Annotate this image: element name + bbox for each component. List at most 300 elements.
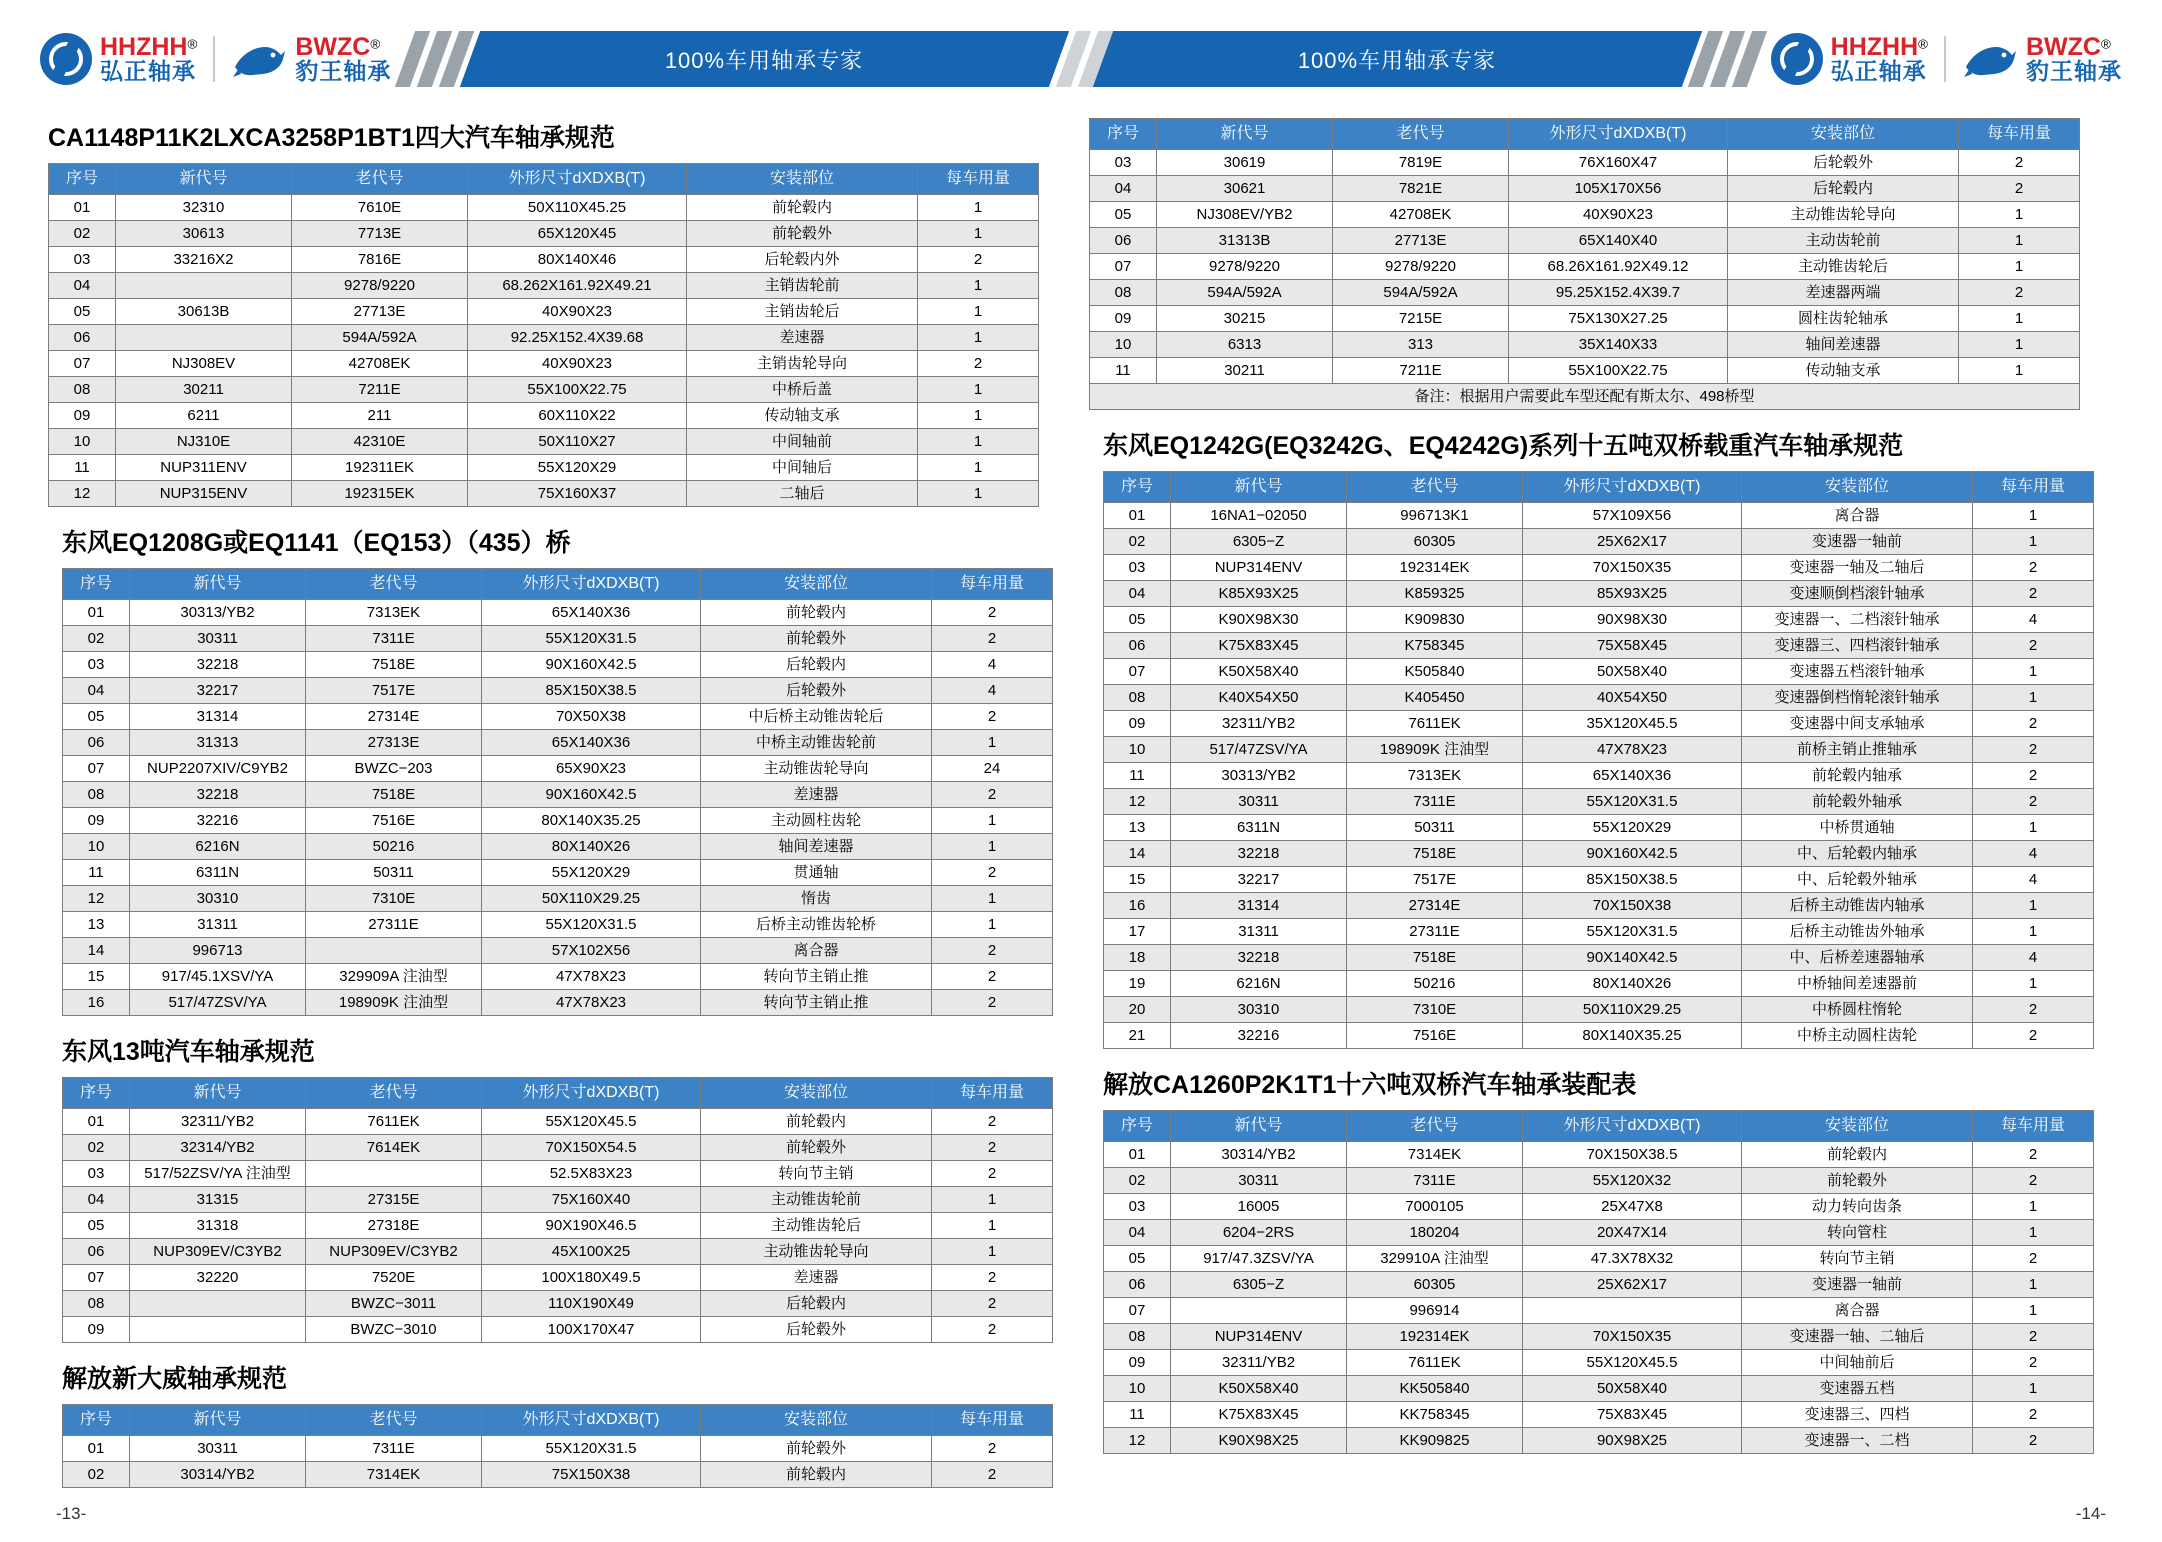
table-cell: 中、后轮毂外轴承 [1742, 867, 1973, 893]
table-cell: 惰齿 [701, 886, 932, 912]
table-cell: 4 [932, 678, 1053, 704]
table-cell: 1 [918, 481, 1039, 507]
table-cell: 20 [1104, 997, 1171, 1023]
table-cell: 996914 [1347, 1298, 1523, 1324]
table-row [49, 351, 1039, 377]
table-cell: 55X120X29 [1523, 815, 1742, 841]
table-cell: 9278/9220 [1333, 254, 1509, 280]
column-header: 外形尺寸dXDXB(T) [1509, 119, 1728, 150]
table-row [1104, 1272, 2094, 1298]
table-cell: 09 [1104, 1350, 1171, 1376]
table-wrapper [1089, 118, 2074, 410]
table-cell: 2 [932, 1265, 1053, 1291]
table-row [1090, 176, 2080, 202]
table-cell: K909830 [1347, 607, 1523, 633]
table-cell: 动力转向齿条 [1742, 1194, 1973, 1220]
table-cell: 1 [932, 886, 1053, 912]
table-cell: 32218 [1171, 841, 1347, 867]
table-cell: 变速器三、四档滚针轴承 [1742, 633, 1973, 659]
table-cell: 后桥主动锥齿内轴承 [1742, 893, 1973, 919]
table-row [63, 652, 1053, 678]
table-cell: 中桥贯通轴 [1742, 815, 1973, 841]
column-header: 安装部位 [701, 1078, 932, 1109]
brand-bwzc-left [231, 32, 392, 85]
table-cell: 65X140X36 [1523, 763, 1742, 789]
table-cell: 1 [1959, 202, 2080, 228]
table-cell: 27314E [1347, 893, 1523, 919]
table-cell: 差速器两端 [1728, 280, 1959, 306]
table-row [49, 403, 1039, 429]
table-row [63, 1239, 1053, 1265]
table-cell: 27311E [1347, 919, 1523, 945]
table-cell: 47X78X23 [482, 990, 701, 1016]
column-header: 外形尺寸dXDXB(T) [482, 569, 701, 600]
table-cell: 1 [918, 403, 1039, 429]
table-cell: 517/47ZSV/YA [1171, 737, 1347, 763]
table-cell: 30314/YB2 [130, 1462, 306, 1488]
column-header: 外形尺寸dXDXB(T) [1523, 472, 1742, 503]
table-cell: 2 [1973, 1142, 2094, 1168]
table-row [63, 860, 1053, 886]
table-cell: 30310 [130, 886, 306, 912]
table-cell: 70X150X35 [1523, 1324, 1742, 1350]
column-header: 老代号 [306, 1078, 482, 1109]
table-row [1104, 529, 2094, 555]
table-cell: K859325 [1347, 581, 1523, 607]
table-cell: 2 [918, 351, 1039, 377]
table-cell: 6216N [1171, 971, 1347, 997]
table-cell: 05 [63, 1213, 130, 1239]
table-cell: 1 [1973, 893, 2094, 919]
table-row [1104, 1194, 2094, 1220]
page-columns [0, 118, 2162, 1504]
table-cell: 7000105 [1347, 1194, 1523, 1220]
table-cell: 100X180X49.5 [482, 1265, 701, 1291]
table-cell: 04 [63, 1187, 130, 1213]
table-cell: 75X160X40 [482, 1187, 701, 1213]
table-cell: 中、后轮毂内轴承 [1742, 841, 1973, 867]
table-cell: BWZC−3011 [306, 1291, 482, 1317]
table-cell: 32216 [1171, 1023, 1347, 1049]
section-title: 东风13吨汽车轴承规范 [62, 1038, 315, 1066]
logo-block-left [40, 33, 391, 85]
table-cell: 08 [1104, 685, 1171, 711]
table-cell: 18 [1104, 945, 1171, 971]
table-cell: 16NA1−02050 [1171, 503, 1347, 529]
table-cell: NUP314ENV [1171, 555, 1347, 581]
table-cell: 14 [1104, 841, 1171, 867]
table-cell: 7610E [292, 195, 468, 221]
table-row [63, 704, 1053, 730]
table-cell: 329909A 注油型 [306, 964, 482, 990]
table-cell: 2 [932, 782, 1053, 808]
table-cell [130, 1317, 306, 1343]
table-cell: 7311E [1347, 789, 1523, 815]
table-cell: 55X100X22.75 [468, 377, 687, 403]
table-cell: 55X120X31.5 [482, 912, 701, 938]
table-cell: 中、后桥差速器轴承 [1742, 945, 1973, 971]
table-cell: 2 [1973, 1350, 2094, 1376]
table-cell: 65X90X23 [482, 756, 701, 782]
table-cell: 04 [1104, 581, 1171, 607]
table-cell: 35X140X33 [1509, 332, 1728, 358]
table-cell: 后桥主动锥齿轮桥 [701, 912, 932, 938]
table-cell: 10 [1090, 332, 1157, 358]
table-cell: 2 [1973, 633, 2094, 659]
table-row [63, 678, 1053, 704]
table-cell: 1 [918, 195, 1039, 221]
table-cell: 6305−Z [1171, 1272, 1347, 1298]
column-header: 每车用量 [932, 569, 1053, 600]
table-row [63, 600, 1053, 626]
table-cell: 圆柱齿轮轴承 [1728, 306, 1959, 332]
table-cell: 6311N [1171, 815, 1347, 841]
table-cell: 变速器倒档惰轮滚针轴承 [1742, 685, 1973, 711]
table-cell [306, 1161, 482, 1187]
bearing-spec-table [1089, 118, 2080, 410]
table-cell: 55X120X31.5 [482, 626, 701, 652]
table-wrapper [1089, 1110, 2074, 1454]
table-row [63, 834, 1053, 860]
spec-section [1089, 426, 2074, 1049]
table-cell: 7211E [292, 377, 468, 403]
table-cell: 1 [918, 299, 1039, 325]
column-header: 每车用量 [1973, 1111, 2094, 1142]
table-cell: 31314 [130, 704, 306, 730]
table-cell: 32311/YB2 [1171, 1350, 1347, 1376]
table-cell: 9278/9220 [292, 273, 468, 299]
table-cell: 32216 [130, 808, 306, 834]
table-cell: NUP315ENV [116, 481, 292, 507]
column-header: 新代号 [130, 1405, 306, 1436]
table-cell: 30211 [1157, 358, 1333, 384]
table-cell: 50311 [306, 860, 482, 886]
table-cell: 2 [1973, 997, 2094, 1023]
section-title: 东风EQ1208G或EQ1141（EQ153）（435）桥 [62, 529, 571, 557]
table-cell: 105X170X56 [1509, 176, 1728, 202]
table-row [49, 429, 1039, 455]
bearing-spec-table [1103, 1110, 2094, 1454]
table-row [63, 886, 1053, 912]
table-cell: 1 [932, 730, 1053, 756]
table-cell: 50216 [1347, 971, 1523, 997]
table-cell: 47X78X23 [482, 964, 701, 990]
table-cell: 2 [1973, 1246, 2094, 1272]
table-cell: 7311E [306, 1436, 482, 1462]
column-header: 老代号 [1347, 1111, 1523, 1142]
table-row [1104, 1023, 2094, 1049]
table-cell: 33216X2 [116, 247, 292, 273]
table-cell: 01 [49, 195, 116, 221]
table-cell: 31314 [1171, 893, 1347, 919]
table-cell: 30621 [1157, 176, 1333, 202]
table-cell: 7211E [1333, 358, 1509, 384]
table-cell: 09 [1090, 306, 1157, 332]
table-cell: 110X190X49 [482, 1291, 701, 1317]
table-cell: 1 [918, 273, 1039, 299]
table-cell: 180204 [1347, 1220, 1523, 1246]
table-cell: 7313EK [306, 600, 482, 626]
table-cell: 主销齿轮导向 [687, 351, 918, 377]
table-cell: 06 [49, 325, 116, 351]
table-row [49, 325, 1039, 351]
table-cell: 前轮毂外 [687, 221, 918, 247]
table-cell: 中桥轴间差速器前 [1742, 971, 1973, 997]
table-cell: 2 [1959, 280, 2080, 306]
column-header: 每车用量 [1973, 472, 2094, 503]
table-cell: 02 [63, 626, 130, 652]
banner-text-left [460, 31, 1070, 87]
table-cell: 前轮毂内 [701, 1109, 932, 1135]
table-row [1104, 971, 2094, 997]
table-cell: 中间轴前后 [1742, 1350, 1973, 1376]
bearing-spec-table [62, 568, 1053, 1016]
table-cell: 594A/592A [1333, 280, 1509, 306]
table-cell: 32311/YB2 [130, 1109, 306, 1135]
table-cell: 21 [1104, 1023, 1171, 1049]
table-cell: 30313/YB2 [130, 600, 306, 626]
table-cell: 变速器中间支承轴承 [1742, 711, 1973, 737]
table-cell: 09 [63, 808, 130, 834]
table-cell: 1 [932, 1187, 1053, 1213]
table-cell: 7713E [292, 221, 468, 247]
table-cell: 55X120X31.5 [1523, 789, 1742, 815]
table-cell: 差速器 [701, 782, 932, 808]
table-row [1104, 1168, 2094, 1194]
column-header: 老代号 [306, 1405, 482, 1436]
hhzhh-cn-name-right: 弘正轴承 [1830, 58, 1927, 85]
table-wrapper [48, 1077, 1033, 1343]
table-cell: 95.25X152.4X39.7 [1509, 280, 1728, 306]
table-cell: 30311 [130, 1436, 306, 1462]
table-cell: 06 [1104, 633, 1171, 659]
table-cell: 转向节主销 [1742, 1246, 1973, 1272]
table-cell: 31318 [130, 1213, 306, 1239]
table-cell [116, 325, 292, 351]
table-cell: K75X83X45 [1171, 633, 1347, 659]
table-cell: 27713E [292, 299, 468, 325]
table-cell: 1 [1973, 1220, 2094, 1246]
table-cell: 6313 [1157, 332, 1333, 358]
logo-divider [213, 36, 215, 82]
table-row [49, 299, 1039, 325]
table-row [1104, 555, 2094, 581]
table-cell: K75X83X45 [1171, 1402, 1347, 1428]
table-wrapper [1089, 471, 2074, 1049]
table-cell: 30310 [1171, 997, 1347, 1023]
table-row [63, 1462, 1053, 1488]
table-cell: 7517E [1347, 867, 1523, 893]
table-cell: 02 [49, 221, 116, 247]
table-cell: 100X170X47 [482, 1317, 701, 1343]
table-cell: 31313B [1157, 228, 1333, 254]
hhzhh-logo-text-right: HHZHH® 弘正轴承 [1830, 32, 1928, 85]
table-row [1090, 358, 2080, 384]
table-cell: 31311 [1171, 919, 1347, 945]
table-cell: 65X140X40 [1509, 228, 1728, 254]
table-cell: 2 [932, 1161, 1053, 1187]
table-cell: NJ310E [116, 429, 292, 455]
table-cell: 05 [1090, 202, 1157, 228]
table-cell: 35X120X45.5 [1523, 711, 1742, 737]
table-cell: NJ308EV [116, 351, 292, 377]
table-row [1104, 1246, 2094, 1272]
table-cell: 90X98X25 [1523, 1428, 1742, 1454]
table-row [63, 730, 1053, 756]
table-header-row [1104, 472, 2094, 503]
table-cell: 27311E [306, 912, 482, 938]
table-cell: 80X140X26 [482, 834, 701, 860]
table-cell: 05 [1104, 1246, 1171, 1272]
table-cell: K50X58X40 [1171, 1376, 1347, 1402]
table-cell: 主销齿轮后 [687, 299, 918, 325]
column-header: 新代号 [130, 569, 306, 600]
table-cell: 01 [63, 1436, 130, 1462]
table-cell: 40X90X23 [1509, 202, 1728, 228]
table-header-row [1104, 1111, 2094, 1142]
table-cell: 7819E [1333, 150, 1509, 176]
table-cell: 主动圆柱齿轮 [701, 808, 932, 834]
table-cell [116, 273, 292, 299]
table-cell: 12 [63, 886, 130, 912]
table-row [1104, 1350, 2094, 1376]
table-cell: 07 [63, 1265, 130, 1291]
table-cell: 1 [932, 808, 1053, 834]
table-cell: 7311E [306, 626, 482, 652]
table-row [1104, 815, 2094, 841]
table-cell: 08 [1104, 1324, 1171, 1350]
table-cell: 前轮毂内 [687, 195, 918, 221]
table-cell: 1 [1973, 919, 2094, 945]
table-cell: 05 [1104, 607, 1171, 633]
table-cell: 2 [1973, 1168, 2094, 1194]
table-cell: 1 [1973, 1272, 2094, 1298]
table-cell: 变速器五档滚针轴承 [1742, 659, 1973, 685]
table-cell: 传动轴支承 [1728, 358, 1959, 384]
table-cell: 10 [63, 834, 130, 860]
table-cell: 1 [932, 1213, 1053, 1239]
table-cell: 7311E [1347, 1168, 1523, 1194]
table-cell: 70X150X38.5 [1523, 1142, 1742, 1168]
table-cell: 09 [63, 1317, 130, 1343]
table-cell: 1 [932, 1239, 1053, 1265]
table-cell: 55X120X29 [468, 455, 687, 481]
column-header: 新代号 [1157, 119, 1333, 150]
table-cell: 4 [1973, 607, 2094, 633]
table-cell: 31315 [130, 1187, 306, 1213]
section-title: 解放新大威轴承规范 [62, 1365, 288, 1393]
table-cell: 55X100X22.75 [1509, 358, 1728, 384]
bwzc-en-name: BWZC [295, 32, 371, 61]
table-cell: 2 [932, 1436, 1053, 1462]
table-cell: 02 [1104, 529, 1171, 555]
table-cell: 50X58X40 [1523, 659, 1742, 685]
table-cell: 变速器五档 [1742, 1376, 1973, 1402]
table-cell: 1 [918, 429, 1039, 455]
table-cell: BWZC−203 [306, 756, 482, 782]
table-cell: 2 [1973, 1428, 2094, 1454]
table-cell: 08 [63, 1291, 130, 1317]
table-cell: 6211 [116, 403, 292, 429]
banner-stripes-left [405, 31, 470, 87]
table-cell: 差速器 [701, 1265, 932, 1291]
table-cell: 32218 [1171, 945, 1347, 971]
table-cell: 27313E [306, 730, 482, 756]
table-cell: 变速器一轴前 [1742, 529, 1973, 555]
column-header: 新代号 [116, 164, 292, 195]
table-cell: 60305 [1347, 1272, 1523, 1298]
table-cell: 转向管柱 [1742, 1220, 1973, 1246]
table-cell: 7313EK [1347, 763, 1523, 789]
table-cell: 68.26X161.92X49.12 [1509, 254, 1728, 280]
table-cell: 75X150X38 [482, 1462, 701, 1488]
table-cell: 后轮毂外 [701, 678, 932, 704]
right-column [1089, 118, 2074, 1504]
table-cell: 7520E [306, 1265, 482, 1291]
table-row [1104, 711, 2094, 737]
table-row [49, 377, 1039, 403]
table-row [1104, 1142, 2094, 1168]
table-cell: 7821E [1333, 176, 1509, 202]
table-cell: 05 [63, 704, 130, 730]
table-cell: 32218 [130, 652, 306, 678]
table-cell: 90X160X42.5 [482, 782, 701, 808]
table-cell: 07 [1104, 659, 1171, 685]
table-cell: 2 [1973, 1402, 2094, 1428]
table-cell: 7518E [1347, 945, 1523, 971]
table-cell: 30314/YB2 [1171, 1142, 1347, 1168]
table-cell: 25X47X8 [1523, 1194, 1742, 1220]
table-cell: 517/47ZSV/YA [130, 990, 306, 1016]
table-cell: 90X140X42.5 [1523, 945, 1742, 971]
table-cell: 12 [49, 481, 116, 507]
table-cell: 13 [1104, 815, 1171, 841]
table-row [1104, 763, 2094, 789]
table-cell: 中间轴后 [687, 455, 918, 481]
table-cell: 变速器一轴及二轴后 [1742, 555, 1973, 581]
table-header-row [63, 569, 1053, 600]
table-row [1090, 306, 2080, 332]
table-cell: 08 [1090, 280, 1157, 306]
table-cell: K505840 [1347, 659, 1523, 685]
table-cell: 前轮毂外 [701, 1135, 932, 1161]
bwzc-logo-text-right: BWZC® 豹王轴承 [2026, 32, 2122, 85]
table-row [1090, 202, 2080, 228]
brand-hhzhh-right [1771, 33, 1928, 85]
table-cell: 65X140X36 [482, 600, 701, 626]
table-cell: NUP311ENV [116, 455, 292, 481]
table-cell: 65X120X45 [468, 221, 687, 247]
table-cell: 31313 [130, 730, 306, 756]
table-cell: 2 [932, 1462, 1053, 1488]
table-cell: 03 [63, 1161, 130, 1187]
table-cell: 594A/592A [292, 325, 468, 351]
table-cell: 7518E [306, 652, 482, 678]
table-cell: 15 [63, 964, 130, 990]
column-header: 序号 [1104, 472, 1171, 503]
hhzhh-logo-icon [40, 33, 92, 85]
table-cell: 30619 [1157, 150, 1333, 176]
hhzhh-logo-text: HHZHH® 弘正轴承 [100, 32, 198, 85]
table-cell: 329910A 注油型 [1347, 1246, 1523, 1272]
table-cell: 80X140X46 [468, 247, 687, 273]
table-cell: 2 [1973, 711, 2094, 737]
section-title: 东风EQ1242G(EQ3242G、EQ4242G)系列十五吨双桥载重汽车轴承规范 [1103, 432, 1904, 460]
table-row [1104, 1324, 2094, 1350]
table-note: 备注：根据用户需要此车型还配有斯太尔、498桥型 [1090, 384, 2080, 410]
table-cell: 主动锥齿轮前 [701, 1187, 932, 1213]
table-row [63, 782, 1053, 808]
